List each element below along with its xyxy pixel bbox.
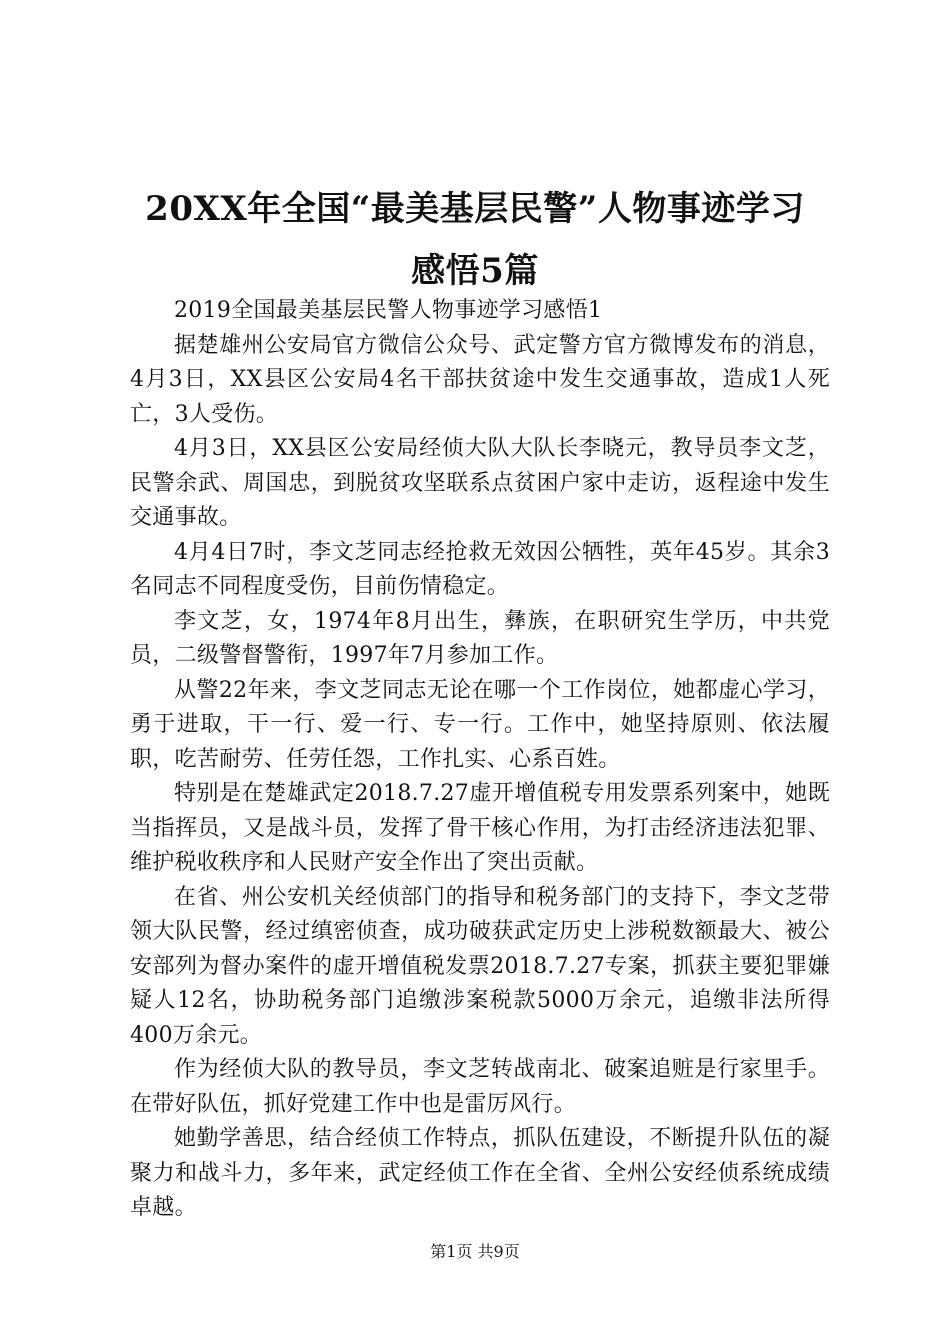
paragraph: 4月4日7时，李文芝同志经抢救无效因公牺牲，英年45岁。其余3名同志不同程度受伤，目前伤情稳定。 xyxy=(130,539,830,599)
page-number-footer: 第1页 共9页 xyxy=(430,1242,520,1261)
paragraph: 作为经侦大队的教导员，李文芝转战南北、破案追赃是行家里手。在带好队伍，抓好党建工作中也是雷厉风行。 xyxy=(130,1057,830,1117)
paragraph: 她勤学善思，结合经侦工作特点，抓队伍建设，不断提升队伍的凝聚力和战斗力，多年来，武定经侦工作在全省、全州公安经侦系统成绩卓越。 xyxy=(130,1126,830,1220)
paragraph: 在省、州公安机关经侦部门的指导和税务部门的支持下，李文芝带领大队民警，经过缜密侦查，成功破获武定历史上涉税数额最大、被公安部列为督办案件的虚开增值税发票2018.7.27专案，抓获主要犯罪嫌疑人12名，协助税务部门追缴涉案税款5000万余元，追缴非法所得400万余元。 xyxy=(130,884,830,1048)
paragraph: 据楚雄州公安局官方微信公众号、武定警方官方微博发布的消息，4月3日，XX县区公安局4名干部扶贫途中发生交通事故，造成1人死亡，3人受伤。 xyxy=(130,332,830,427)
paragraph: 李文芝，女，1974年8月出生，彝族，在职研究生学历，中共党员，二级警督警衔，1997年7月参加工作。 xyxy=(130,608,830,668)
paragraph: 4月3日，XX县区公安局经侦大队大队长李晓元，教导员李文芝，民警余武、周国忠，到脱贫攻坚联系点贫困户家中走访，返程途中发生交通事故。 xyxy=(130,436,830,530)
document-title xyxy=(110,178,840,302)
title-line-2: 感悟5篇 xyxy=(411,251,539,291)
section-heading: 2019全国最美基层民警人物事迹学习感悟1 xyxy=(174,298,603,323)
paragraph: 特别是在楚雄武定2018.7.27虚开增值税专用发票系列案中，她既当指挥员，又是战斗员，发挥了骨干核心作用，为打击经济违法犯罪、维护税收秩序和人民财产安全作出了突出贡献。 xyxy=(130,781,830,875)
paragraph: 从警22年来，李文芝同志无论在哪一个工作岗位，她都虚心学习，勇于进取，干一行、爱一行、专一行。工作中，她坚持原则、依法履职，吃苦耐劳、任劳任怨，工作扎实、心系百姓。 xyxy=(130,677,830,772)
title-line-1: 20XX年全国“最美基层民警”人物事迹学习 xyxy=(145,189,805,229)
document-body xyxy=(130,294,830,1226)
